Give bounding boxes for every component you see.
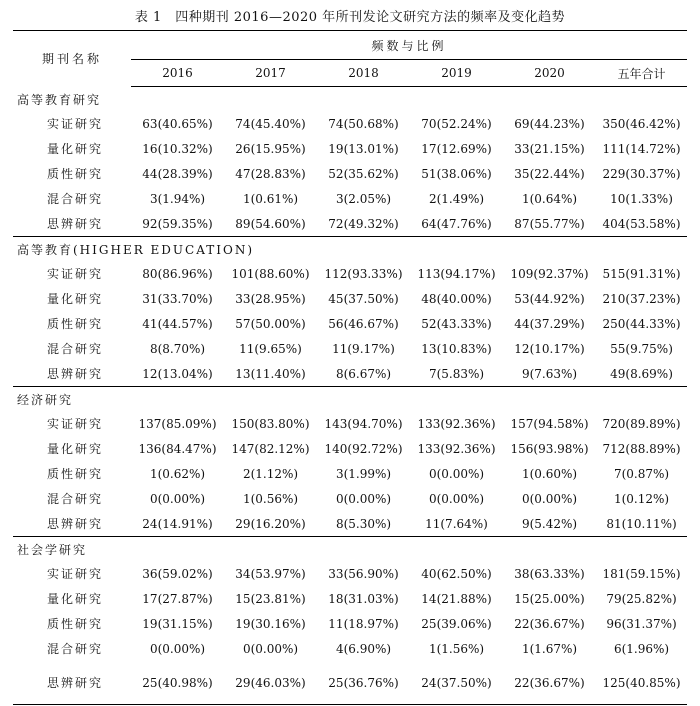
method-label: 思辨研究 xyxy=(47,367,104,381)
total-cell: 720(89.89%) xyxy=(602,416,681,431)
value-cell: 25(39.06%) xyxy=(421,616,492,631)
total-cell: 210(37.23%) xyxy=(602,291,681,306)
table-row xyxy=(13,561,687,586)
journal-name: 高等教育研究 xyxy=(17,92,102,107)
total-cell: 55(9.75%) xyxy=(610,341,673,356)
total-cell: 404(53.58%) xyxy=(602,216,681,231)
value-cell: 22(36.67%) xyxy=(503,661,596,705)
method-label: 实证研究 xyxy=(47,567,104,581)
method-label: 实证研究 xyxy=(47,117,104,131)
value-cell: 51(38.06%) xyxy=(421,166,492,181)
table-row xyxy=(13,311,687,336)
value-cell: 7(5.83%) xyxy=(428,366,485,381)
method-label: 量化研究 xyxy=(47,142,104,156)
table-header xyxy=(13,31,687,87)
value-cell: 8(5.30%) xyxy=(335,516,392,531)
value-cell: 52(43.33%) xyxy=(421,316,492,331)
value-cell: 1(1.67%) xyxy=(521,641,578,656)
value-cell: 13(10.83%) xyxy=(421,341,492,356)
value-cell: 40(62.50%) xyxy=(421,566,492,581)
year-header: 2018 xyxy=(317,60,410,87)
value-cell: 63(40.65%) xyxy=(142,116,213,131)
table-row xyxy=(13,636,687,661)
value-cell: 0(0.00%) xyxy=(428,491,485,506)
value-cell: 11(18.97%) xyxy=(328,616,399,631)
table-row xyxy=(13,661,687,705)
value-cell: 17(27.87%) xyxy=(142,591,213,606)
method-label: 混合研究 xyxy=(47,342,104,356)
value-cell: 57(50.00%) xyxy=(235,316,306,331)
table-row xyxy=(13,211,687,237)
value-cell: 2(1.49%) xyxy=(428,191,485,206)
value-cell: 13(11.40%) xyxy=(235,366,306,381)
value-cell: 44(37.29%) xyxy=(514,316,585,331)
table-row xyxy=(13,411,687,436)
total-cell: 350(46.42%) xyxy=(602,116,681,131)
group-row xyxy=(13,387,687,412)
journal-name: 高等教育(HIGHER EDUCATION) xyxy=(13,237,687,262)
value-cell: 0(0.00%) xyxy=(428,466,485,481)
total-cell: 125(40.85%) xyxy=(596,661,687,705)
year-header: 2020 xyxy=(503,60,596,87)
value-cell: 12(10.17%) xyxy=(514,341,585,356)
value-cell: 53(44.92%) xyxy=(514,291,585,306)
journal-name-header: 期刊名称 xyxy=(13,31,131,87)
frequency-header: 频数与比例 xyxy=(131,31,687,60)
value-cell: 52(35.62%) xyxy=(328,166,399,181)
value-cell: 3(2.05%) xyxy=(335,191,392,206)
value-cell: 137(85.09%) xyxy=(138,416,217,431)
method-label: 混合研究 xyxy=(47,642,104,656)
table-body xyxy=(13,87,687,705)
table-row xyxy=(13,436,687,461)
year-header: 2016 xyxy=(131,60,224,87)
value-cell: 150(83.80%) xyxy=(231,416,310,431)
value-cell: 70(52.24%) xyxy=(421,116,492,131)
value-cell: 80(86.96%) xyxy=(142,266,213,281)
value-cell: 112(93.33%) xyxy=(324,266,403,281)
total-cell: 81(10.11%) xyxy=(606,516,677,531)
value-cell: 140(92.72%) xyxy=(324,441,403,456)
method-label: 混合研究 xyxy=(47,492,104,506)
value-cell: 14(21.88%) xyxy=(421,591,492,606)
value-cell: 136(84.47%) xyxy=(138,441,217,456)
value-cell: 41(44.57%) xyxy=(142,316,213,331)
total-cell: 7(0.87%) xyxy=(613,466,670,481)
value-cell: 64(47.76%) xyxy=(421,216,492,231)
total-cell: 79(25.82%) xyxy=(606,591,677,606)
method-label: 量化研究 xyxy=(47,592,104,606)
method-label: 质性研究 xyxy=(47,617,104,631)
table-row xyxy=(13,361,687,387)
value-cell: 15(23.81%) xyxy=(235,591,306,606)
value-cell: 19(13.01%) xyxy=(328,141,399,156)
table-row xyxy=(13,461,687,486)
value-cell: 0(0.00%) xyxy=(242,641,299,656)
value-cell: 19(31.15%) xyxy=(142,616,213,631)
value-cell: 24(14.91%) xyxy=(142,516,213,531)
table-row xyxy=(13,111,687,136)
value-cell: 74(50.68%) xyxy=(328,116,399,131)
value-cell: 29(16.20%) xyxy=(235,516,306,531)
method-label: 思辨研究 xyxy=(47,517,104,531)
value-cell: 17(12.69%) xyxy=(421,141,492,156)
table-row xyxy=(13,586,687,611)
year-header: 2017 xyxy=(224,60,317,87)
value-cell: 1(0.62%) xyxy=(149,466,206,481)
total-cell: 181(59.15%) xyxy=(602,566,681,581)
method-label: 实证研究 xyxy=(47,417,104,431)
method-label: 混合研究 xyxy=(47,192,104,206)
value-cell: 89(54.60%) xyxy=(235,216,306,231)
value-cell: 11(9.65%) xyxy=(239,341,302,356)
value-cell: 12(13.04%) xyxy=(142,366,213,381)
value-cell: 15(25.00%) xyxy=(514,591,585,606)
total-cell: 1(0.12%) xyxy=(613,491,670,506)
value-cell: 156(93.98%) xyxy=(510,441,589,456)
value-cell: 2(1.12%) xyxy=(242,466,299,481)
value-cell: 9(5.42%) xyxy=(521,516,578,531)
value-cell: 74(45.40%) xyxy=(235,116,306,131)
value-cell: 29(46.03%) xyxy=(224,661,317,705)
value-cell: 8(6.67%) xyxy=(335,366,392,381)
value-cell: 44(28.39%) xyxy=(142,166,213,181)
value-cell: 9(7.63%) xyxy=(521,366,578,381)
table-row xyxy=(13,136,687,161)
table-row xyxy=(13,161,687,186)
value-cell: 36(59.02%) xyxy=(142,566,213,581)
data-table xyxy=(13,30,687,705)
method-label: 量化研究 xyxy=(47,442,104,456)
value-cell: 133(92.36%) xyxy=(417,441,496,456)
value-cell: 1(0.61%) xyxy=(242,191,299,206)
value-cell: 4(6.90%) xyxy=(335,641,392,656)
table-row xyxy=(13,611,687,636)
value-cell: 133(92.36%) xyxy=(417,416,496,431)
value-cell: 19(30.16%) xyxy=(235,616,306,631)
group-row xyxy=(13,87,687,112)
value-cell: 72(49.32%) xyxy=(328,216,399,231)
total-cell: 712(88.89%) xyxy=(602,441,681,456)
total-cell: 250(44.33%) xyxy=(602,316,681,331)
value-cell: 25(40.98%) xyxy=(131,661,224,705)
value-cell: 1(0.60%) xyxy=(521,466,578,481)
method-label: 质性研究 xyxy=(47,167,104,181)
value-cell: 147(82.12%) xyxy=(231,441,310,456)
value-cell: 56(46.67%) xyxy=(328,316,399,331)
group-row xyxy=(13,237,687,262)
journal-name: 经济研究 xyxy=(13,387,687,412)
value-cell: 18(31.03%) xyxy=(328,591,399,606)
value-cell: 8(8.70%) xyxy=(149,341,206,356)
table-row xyxy=(13,261,687,286)
table-row xyxy=(13,511,687,537)
value-cell: 1(0.56%) xyxy=(242,491,299,506)
value-cell: 16(10.32%) xyxy=(142,141,213,156)
value-cell: 22(36.67%) xyxy=(514,616,585,631)
value-cell: 69(44.23%) xyxy=(514,116,585,131)
table-row xyxy=(13,336,687,361)
table-row xyxy=(13,186,687,211)
total-cell: 229(30.37%) xyxy=(602,166,681,181)
method-label: 实证研究 xyxy=(47,267,104,281)
value-cell: 33(21.15%) xyxy=(514,141,585,156)
method-label: 质性研究 xyxy=(47,467,104,481)
value-cell: 109(92.37%) xyxy=(510,266,589,281)
total-cell: 10(1.33%) xyxy=(610,191,673,206)
value-cell: 0(0.00%) xyxy=(149,641,206,656)
value-cell: 33(56.90%) xyxy=(328,566,399,581)
value-cell: 45(37.50%) xyxy=(328,291,399,306)
method-label: 思辨研究 xyxy=(13,661,131,705)
value-cell: 31(33.70%) xyxy=(142,291,213,306)
value-cell: 143(94.70%) xyxy=(324,416,403,431)
year-header: 2019 xyxy=(410,60,503,87)
value-cell: 33(28.95%) xyxy=(235,291,306,306)
total-cell: 111(14.72%) xyxy=(602,141,681,156)
value-cell: 0(0.00%) xyxy=(149,491,206,506)
value-cell: 47(28.83%) xyxy=(235,166,306,181)
total-header: 五年合计 xyxy=(596,60,687,87)
total-cell: 6(1.96%) xyxy=(613,641,670,656)
method-label: 思辨研究 xyxy=(47,217,104,231)
value-cell: 11(7.64%) xyxy=(425,516,488,531)
total-cell: 515(91.31%) xyxy=(602,266,681,281)
value-cell: 26(15.95%) xyxy=(235,141,306,156)
table-row xyxy=(13,486,687,511)
value-cell: 11(9.17%) xyxy=(332,341,395,356)
table-caption: 表 1 四种期刊 2016—2020 年所刊发论文研究方法的频率及变化趋势 xyxy=(134,10,566,25)
value-cell: 1(1.56%) xyxy=(428,641,485,656)
value-cell: 0(0.00%) xyxy=(335,491,392,506)
value-cell: 0(0.00%) xyxy=(521,491,578,506)
method-label: 质性研究 xyxy=(47,317,104,331)
table-row xyxy=(13,286,687,311)
value-cell: 24(37.50%) xyxy=(410,661,503,705)
value-cell: 1(0.64%) xyxy=(521,191,578,206)
group-row xyxy=(13,537,687,562)
value-cell: 25(36.76%) xyxy=(317,661,410,705)
value-cell: 48(40.00%) xyxy=(421,291,492,306)
value-cell: 35(22.44%) xyxy=(514,166,585,181)
value-cell: 101(88.60%) xyxy=(231,266,310,281)
value-cell: 92(59.35%) xyxy=(142,216,213,231)
method-label: 量化研究 xyxy=(47,292,104,306)
journal-name: 社会学研究 xyxy=(13,537,687,562)
value-cell: 113(94.17%) xyxy=(417,266,496,281)
value-cell: 34(53.97%) xyxy=(235,566,306,581)
total-cell: 96(31.37%) xyxy=(606,616,677,631)
value-cell: 38(63.33%) xyxy=(514,566,585,581)
value-cell: 157(94.58%) xyxy=(510,416,589,431)
value-cell: 3(1.94%) xyxy=(149,191,206,206)
value-cell: 87(55.77%) xyxy=(514,216,585,231)
total-cell: 49(8.69%) xyxy=(610,366,673,381)
value-cell: 3(1.99%) xyxy=(335,466,392,481)
